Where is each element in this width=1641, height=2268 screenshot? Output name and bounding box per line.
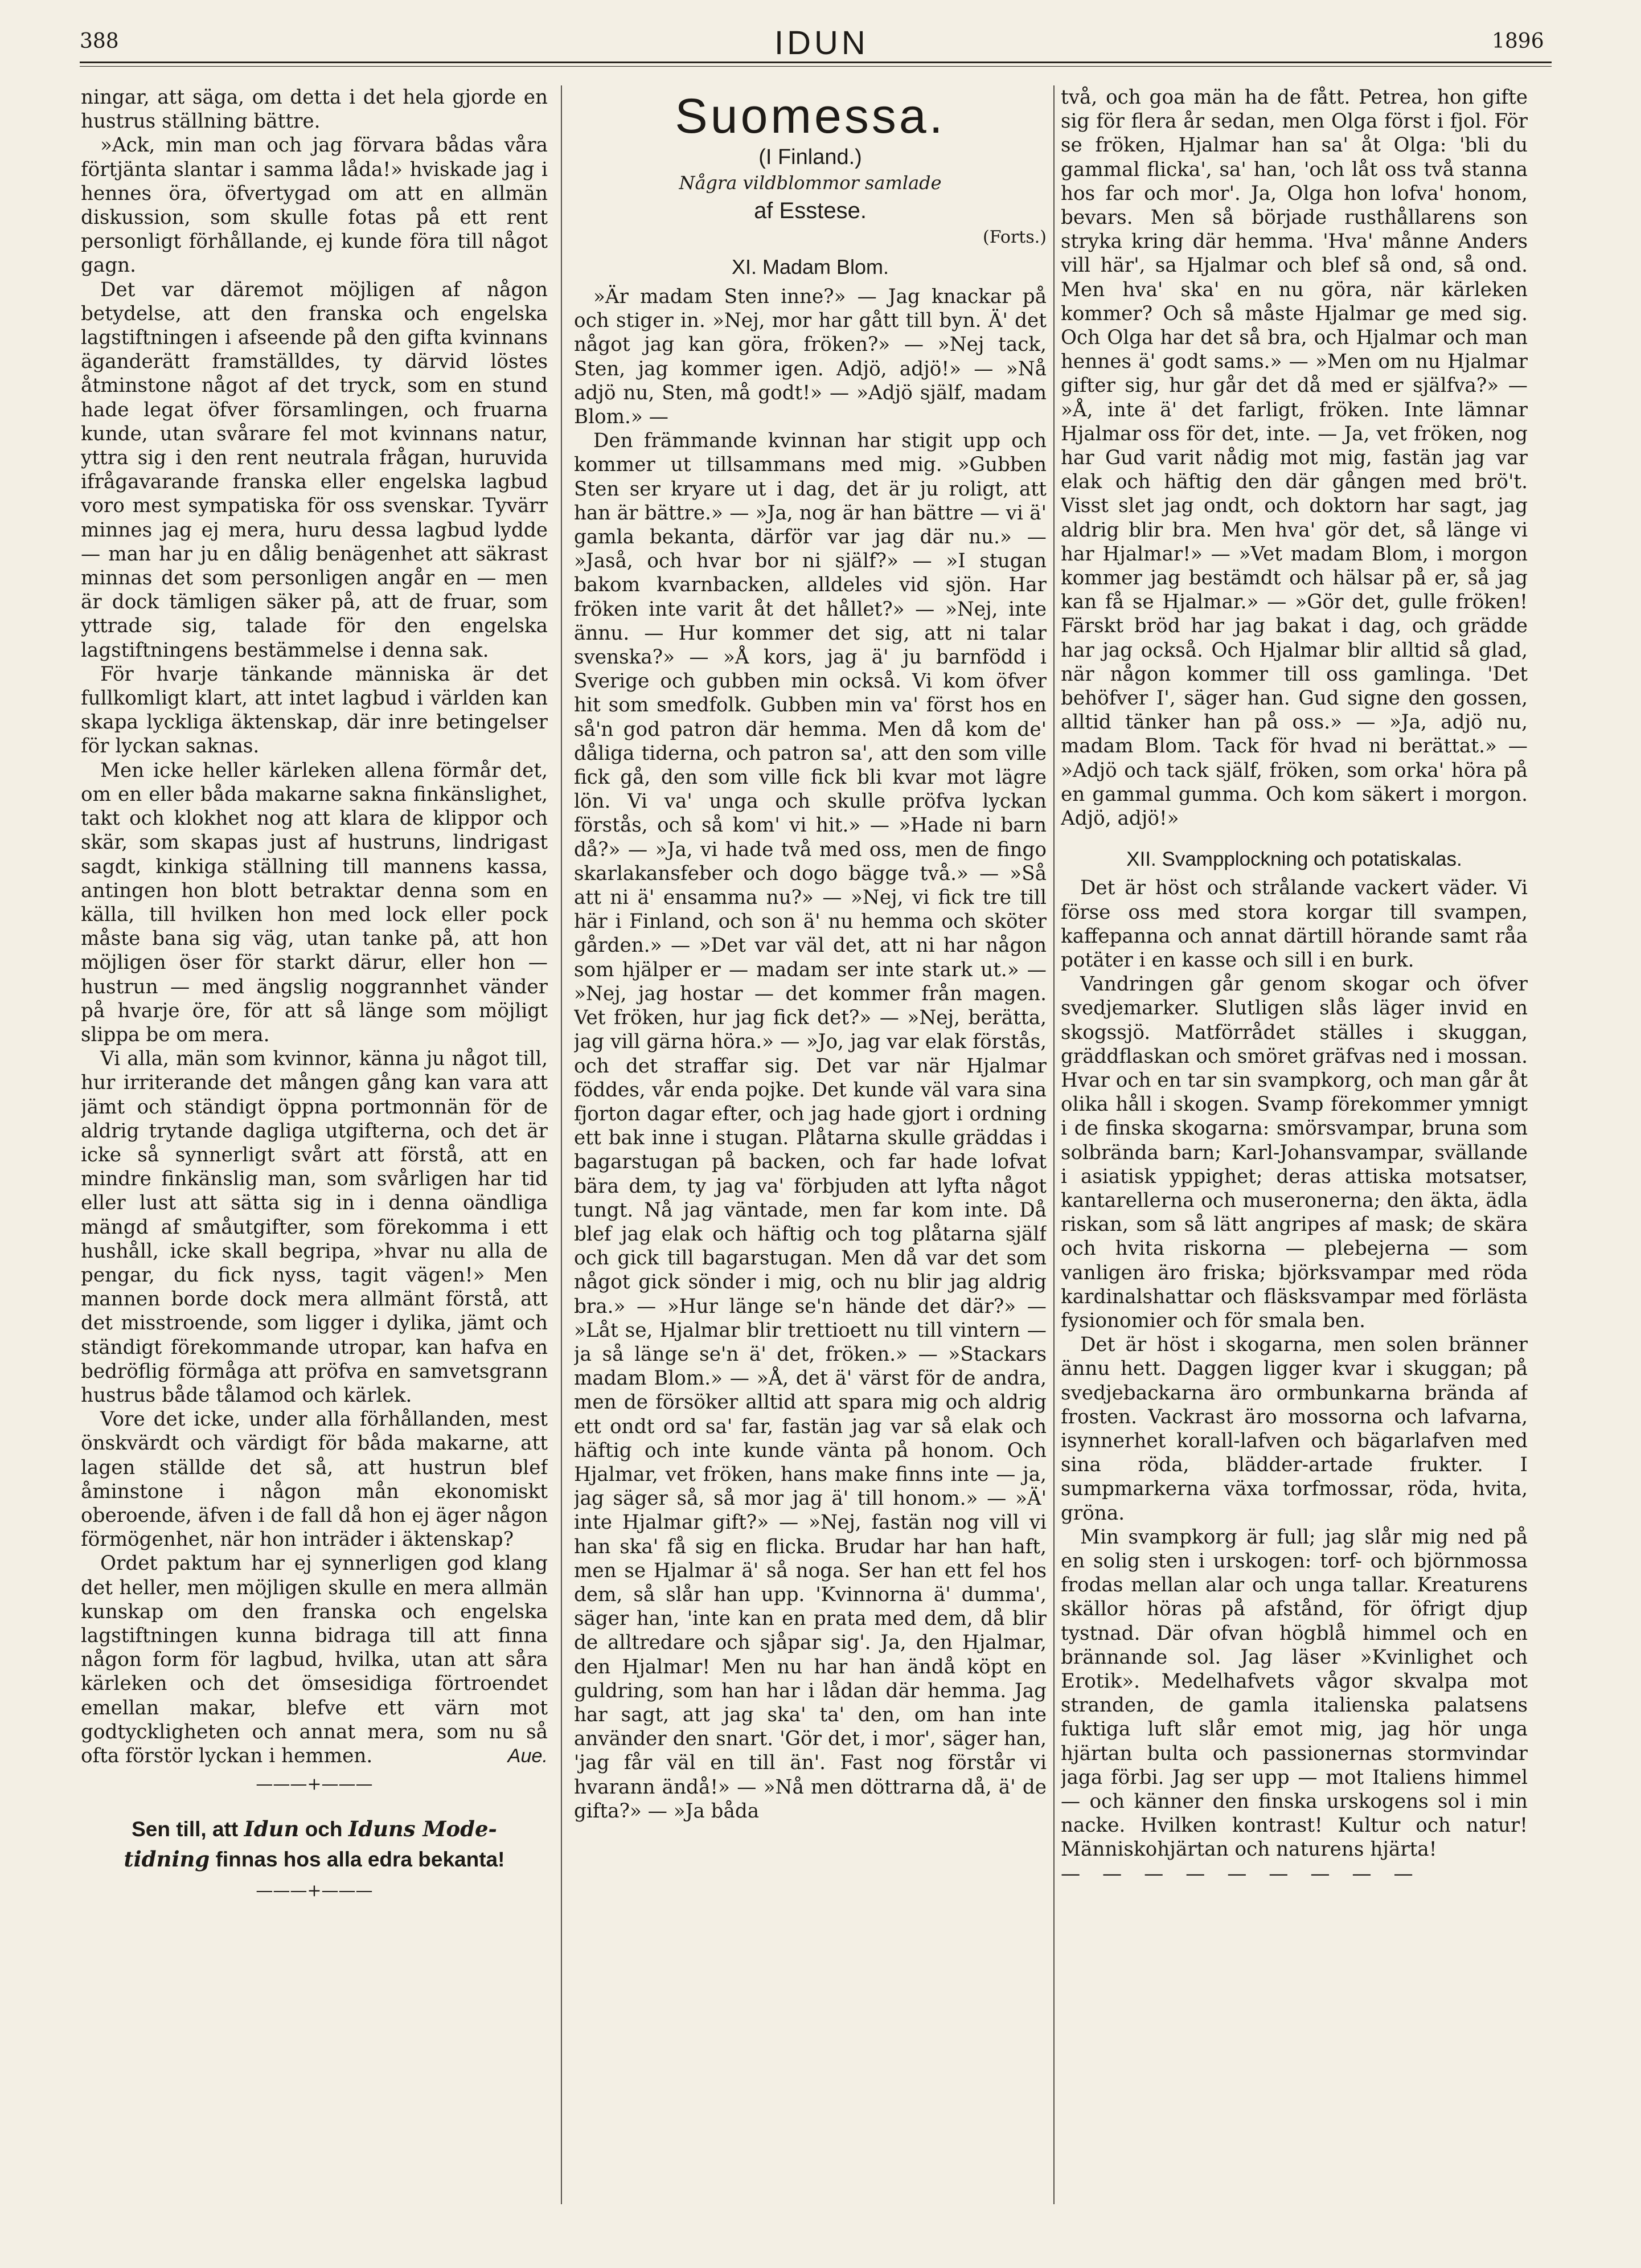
ornament-divider: ———+——— bbox=[256, 1774, 373, 1795]
page-number: 388 bbox=[80, 30, 119, 53]
paragraph: Det var däremot möjligen af någon betydelse, att den franska och engelska lagstiftningen i afseende på den gifta kvinnans äganderätt framställdes, ty därvid löstes åtminstone något af det tryck, som en stund hade legat öfver församlingen, och fruarna kunde, utan svårare fel mot kvinnans natur, yttra sig i den rent neutrala frågan, huruvida ifrågavarande franska eller engelska lagbud voro mest sympatiska för oss svenskar. Tyvärr minnes jag ej mera, huru dessa lagbud lydde — man har ju en dålig benägenhet att säkrast minnas det som personligen angår en — men är dock tämligen säker på, att de fruar, som yttrade sig, talade för den engelska lagstiftningens bestämmelse i denna sak. bbox=[81, 278, 548, 662]
column-1 bbox=[81, 85, 548, 2268]
journal-title: IDUN bbox=[774, 24, 869, 62]
column-2 bbox=[574, 85, 1047, 2268]
continued-note: (Forts.) bbox=[983, 227, 1047, 247]
paragraph: Det är höst och strålande vackert väder. Vi förse oss med stora korgar till svampen, kaffepanna och annat därtill hörande samt råa potäter i en kasse och sill i en burk. bbox=[1061, 877, 1528, 972]
advertisement bbox=[81, 1814, 548, 1874]
paragraph: Den främmande kvinnan har stigit upp och kommer ut tillsammans med mig. »Gubben Sten ser kryare ut i dag, det är ju roligt, att han är bättre.» — »Ja, nog är han bättre — vi ä' gamla bekanta, därför var jag där nu.» — »Jaså, och hvar bor ni själf?» — »I stugan bakom kvarnbacken, alldeles vid sjön. Har fröken inte varit åt det hållet?» — »Nej, inte ännu. — Hur kommer det sig, att ni talar svenska?» — »Å kors, jag ä' ju barnfödd i Sverige och gubben min också. Vi kom öfver hit som smedfolk. Gubben min va' först hos en så'n god patron där hemma. Men då kom de' dåliga tiderna, och patron sa', att den som ville fick gå, den som ville fick bli kvar mot lägre lön. Vi va' unga och skulle pröfva lyckan förstås, och så kom' vi hit.» — »Hade ni barn då?» — »Ja, vi hade två med oss, men de fingo skarlakansfeber och dogo bägge två.» — »Så att ni ä' ensamma nu?» — »Nej, vi fick tre till här i Finland, och son ä' nu hemma och sköter gården.» — »Det var väl det, att ni har någon som hjälper er — madam ser inte stark ut.» — »Nej, jag hostar — det kommer från magen. Vet fröken, hur jag fick det?» — »Nej, berätta, jag vill gärna höra.» — »Jo, jag var elak förstås, och det straffar sig. Det var när Hjalmar föddes, vår enda pojke. Det kunde väl vara sina fjorton dagar efter, och jag hade gjort i ordning ett bak inne i stugan. Plåtarna skulle gräddas i bagarstugan på backen, och far hade lofvat bära dem, ty jag va' förbjuden att lyfta något tungt. Nå jag väntade, men far kom inte. Då blef jag elak och häftig och tog plåtarna själf och gick till bagarstugan. Men då var det som något gick sönder i mig, och nu blir jag aldrig bra.» — »Hur länge se'n hände det där?» — »Låt se, Hjalmar blir trettioett nu till vintern — ja så länge se'n ä' det, fröken.» — »Stackars madam Blom.» — »Å, det ä' värst för de andra, men de försöker alltid att spara mig och aldrig ett ondt ord sa' far, fastän jag var så elak och häftig och inte kunde vänta på honom. Och Hjalmar, vet fröken, hans make finns inte — ja, jag säger så, så mor jag ä' till honom.» — »Ä' inte Hjalmar gift?» — »Nej, fastän nog vill vi han ska' få sig en flicka. Brudar har han haft, men se Hjalmar ä' så noga. Ser han ett fel hos dem, så slår han upp. 'Kvinnorna ä' dumma', säger han, 'inte kan en prata med dem, då blir de alltredare och sjåpar sig'. Ja, den Hjalmar, den Hjalmar! Men nu har han ändå köpt en guldring, som han har i lådan där hemma. Jag har sagt, att jag ska' ta' den, om han inte använder den snart. 'Gör det, i mor', säger han, 'jag får väl en till än'. Fast nog förstår vi hvarann ändå!» — »Nå men döttrarna då, ä' de gifta?» — »Ja båda bbox=[574, 429, 1047, 1823]
paragraph: Det är höst i skogarna, men solen bränner ännu hett. Daggen ligger kvar i skuggan; på svedjebackarna äro ormbunkarna brända af frosten. Vackrast äro mossorna och lafvarna, isynnerhet korall-lafven och bägarlafven med sina röda, blädder-artade frukter. I sumpmarkerna växa torfmossar, röda, hvita, gröna. bbox=[1061, 1333, 1528, 1525]
paragraph: Min svampkorg är full; jag slår mig ned på en solig sten i urskogen: torf- och björnmossa frodas mellan alar och unga tallar. Kreaturens skällor höras på afstånd, för öfrigt djup tystnad. Där ofvan högblå himmel och en brännande sol. Jag läser »Kvinlighet och Erotik». Medelhafvets vågor skvalpa mot stranden, de gamla italienska palatsens fuktiga luft slår emot mig, jag hör unga hjärtan bulta och passionernas stormvindar jaga förbi. Jag ser upp — mot Italiens himmel — och känner den finska urskogens sol i min nacke. Hvilken kontrast! Kultur och natur! Människohjärtan och naturens hjärta! bbox=[1061, 1525, 1528, 1861]
ad-and: och bbox=[305, 1817, 343, 1841]
ad-idun: Idun bbox=[244, 1816, 300, 1841]
section-heading: XII. Svampplockning och potatiskalas. bbox=[1126, 848, 1462, 871]
paragraph: För hvarje tänkande människa är det fullkomligt klart, att intet lagbud i världen kan skapa lyckliga äktenskap, där inre betingelser för lyckan saknas. bbox=[81, 662, 548, 758]
paragraph: Vandringen går genom skogar och öfver svedjemarker. Slutligen slås läger invid en skogssjö. Matförrådet ställes i skuggan, gräddflaskan och smöret gräfvas ned i mossan. Hvar och en tar sin svampkorg, och man går åt olika håll i skogen. Svamp förekommer ymnigt i de finska skogarna: smörsvampar, bruna som solbrända barn; Karl-Johansvampar, svällande i asiatisk yppighet; deras attiska motsatser, kantarellerna och museronerna; den äkta, ädla riskan, som så lätt angripes af mask; de skära och hvita riskorna — plebejerna — som vanligen äro friska; björksvampar med röda kardinalshattar och fläsksvampar med förlästa fysionomier och för smala ben. bbox=[1061, 973, 1528, 1332]
paragraph: Ordet paktum har ej synnerligen god klang det heller, men möjligen skulle en mera allmän kunskap om den franska och engelska lagstiftningen kunna bidraga till att finna någon form för lagbud, hvilka, utan att såra kärleken och det ömsesidiga förtroendet emellan makar, blefve ett värn mot godtyckligheten och annat mera, som nu så ofta förstör lyckan i hemmen. bbox=[81, 1552, 548, 1768]
column-3 bbox=[1061, 85, 1528, 2268]
ornament-divider-bottom: ———+——— bbox=[256, 1880, 373, 1901]
section-heading: XI. Madam Blom. bbox=[731, 255, 889, 279]
article-subtitle: (I Finland.) bbox=[758, 145, 862, 169]
ad-iduns: Iduns Mode- bbox=[348, 1816, 497, 1841]
article-subtitle-italic: Några vildblommor samlade bbox=[679, 172, 942, 194]
article-title: Suomessa. bbox=[675, 89, 946, 144]
column-divider bbox=[561, 85, 562, 2204]
paragraph: »Är madam Sten inne?» — Jag knackar på och stiger in. »Nej, mor har gått till byn. Ä' det något jag kan göra, fröken?» — »Nej tack, Sten, jag kommer igen. Adjö, adjö!» — »Nå adjö nu, Sten, må godt!» — »Adjö själf, madam Blom.» — bbox=[574, 285, 1047, 429]
paragraph: två, och goa män ha de fått. Petrea, hon gifte sig för flera år sedan, men Olga först i fjol. För se fröken, Hjalmar han sa' åt Olga: 'bli du gammal flicka', sa' han, 'och låt oss två stanna hos far och mor'. Ja, Olga hon lofva' honom, bevars. Men så började rusthållarens son stryka kring där hemma. 'Hva' månne Anders vill här', sa Hjalmar och blef så ond, så ond. Men hva' ska' en nu göra, när kärleken kommer? Och så måste Hjalmar ge med sig. Och Olga har det så bra, och Hjalmar och man hennes ä' godt sams.» — »Men om nu Hjalmar gifter sig, hur går det då med er själfva?» — »Å, inte ä' det farligt, fröken. Inte lämnar Hjalmar oss för det, inte. — Ja, vet fröken, nog har Gud varit nådig mot mig, fastän jag var elak och häftig den där gången med brö't. Visst slet jag ondt, och doktorn har sagt, jag aldrig blir bra. Men hva' gör det, så länge vi har Hjalmar!» — »Vet madam Blom, i morgon kommer jag bestämdt och hälsar på er, så jag kan få se Hjalmar.» — »Gör det, gulle fröken! Färskt bröd har jag bakat i dag, och grädde har jag också. Och Hjalmar blir alltid så glad, när någon kommer till oss gamlinga. 'Det behöfver I', säger han. Gud signe den gossen, alltid tänker han på oss.» — »Ja, adjö nu, madam Blom. Tack för hvad ni berättat.» — »Adjö och tack själf, fröken, som orka' höra på en gammal gumma. Och kom säkert i morgon. Adjö, adjö!» bbox=[1061, 86, 1528, 830]
article-byline: af Esstese. bbox=[754, 198, 867, 223]
ad-tidning: tidning bbox=[124, 1846, 210, 1872]
header-rule-thin bbox=[80, 66, 1552, 67]
paragraph: Men icke heller kärleken allena förmår det, om en eller båda makarne sakna finkänslighet, takt och klokhet nog att klara de klippor och skär, som skapas just af hustruns, lindrigast sagdt, kinkiga ställning till mannens kassa, antingen hon blott betraktar denna som en källa, till hvilken hon med lock eller pock måste bana sig väg, utan tanke på, att hon möjligen öser för starkt därur, eller hon — hustrun — med ängslig noggrannhet vänder på hvarje öre, för att så länge som möjligt slippa be om mera. bbox=[81, 759, 548, 1046]
end-dashes: — — — — — — — — — bbox=[1061, 1862, 1421, 1885]
paragraph: Vore det icke, under alla förhållanden, mest önskvärdt och värdigt för båda makarne, att lagen ställde det så, att hustrun blef åminstone i någon mån ekonomiskt oberoende, äfven i de fall då hon ej äger någon förmögenhet, när hon inträder i äktenskap? bbox=[81, 1408, 548, 1551]
paragraph: ningar, att säga, om detta i det hela gjorde en hustrus ställning bättre. bbox=[81, 86, 548, 133]
signature: Aue. bbox=[507, 1745, 548, 1767]
column-divider bbox=[1053, 85, 1055, 2204]
ad-text: Sen till, att bbox=[132, 1817, 239, 1841]
paragraph: Vi alla, män som kvinnor, känna ju något till, hur irriterande det mången gång kan vara att jämt och ständigt öppna portmonnän för de aldrig trytande dagliga utgifterna, och det är icke så synnerligt svårt att förstå, att en mindre finkänslig man, som svårligen har tid eller lust att sätta sig in i denna oändliga mängd af småutgifter, som förekomma i ett hushåll, icke skall begripa, »hvar nu alla de pengar, du fick nyss, tagit vägen!» Men mannen borde dock mera allmänt förstå, att det misstroende, som ligger i dylika, jämt och ständigt förekommande utropar, kan hafva en bedröflig förmåga att pröfva en samvetsgrann hustrus både tålamod och kärlek. bbox=[81, 1047, 548, 1407]
paragraph: »Ack, min man och jag förvara bådas våra förtjänta slantar i samma låda!» hviskade jag i hennes öra, öfvertygad om att en allmän diskussion, som skulle fotas på ett rent personligt förhållande, ej kunde föra till något gagn. bbox=[81, 134, 548, 277]
ad-text-2: finnas hos alla edra bekanta! bbox=[215, 1847, 505, 1871]
year: 1896 bbox=[1492, 30, 1544, 53]
header-rule bbox=[80, 62, 1552, 63]
